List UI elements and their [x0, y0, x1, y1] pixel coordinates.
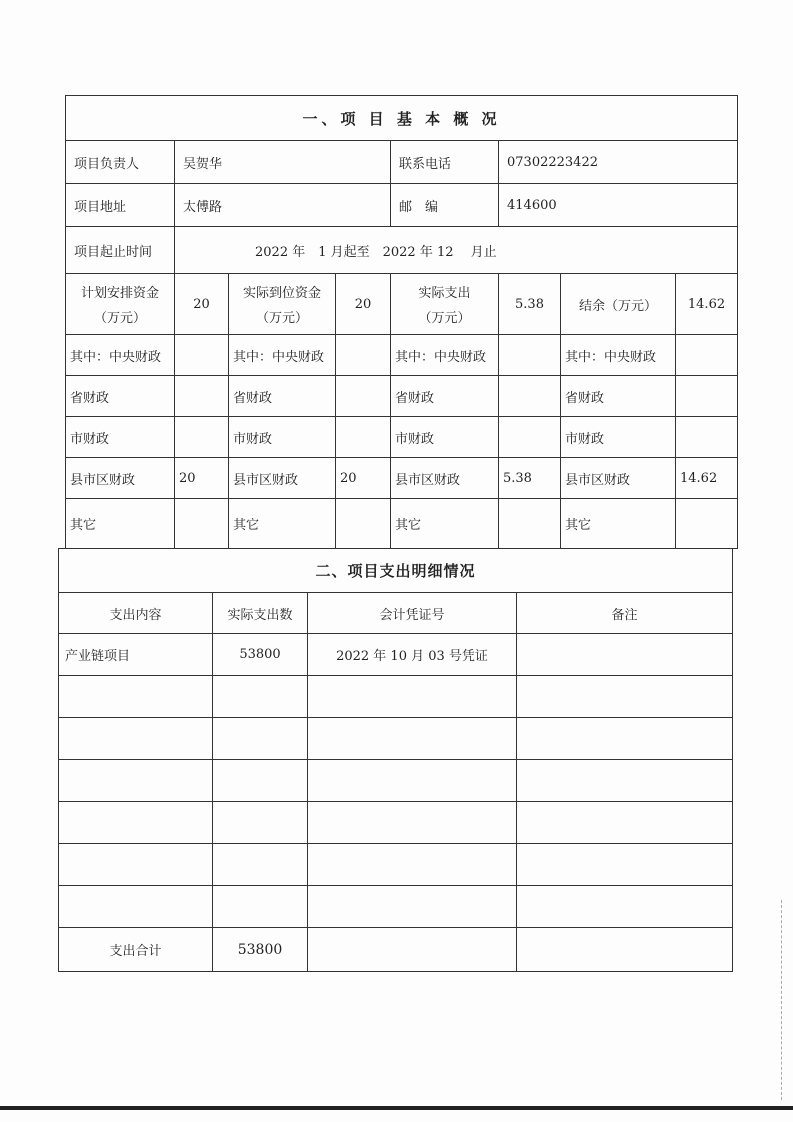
phone-label: 联系电话: [391, 141, 499, 184]
fund-source-label: 其中：中央财政: [561, 335, 676, 376]
fund-source-row: [66, 458, 738, 499]
period-value: 2022 年 1 月起至 2022 年 12 月止: [175, 227, 738, 274]
fund-label-line2: （万元）: [93, 311, 146, 326]
expense-voucher: [308, 718, 517, 760]
fund-source-value: [499, 417, 561, 458]
expense-remark: [517, 634, 733, 676]
fund-source-value: 20: [336, 458, 391, 499]
leader-value: 吴贺华: [175, 141, 391, 184]
header-voucher: 会计凭证号: [308, 593, 517, 634]
fund-source-label: 省财政: [66, 376, 175, 417]
expense-content: [59, 718, 213, 760]
fund-source-value: [336, 417, 391, 458]
expense-detail-table: [58, 548, 733, 972]
fund-source-row: [66, 499, 738, 549]
expense-voucher: [308, 844, 517, 886]
fund-source-label: 市财政: [561, 417, 676, 458]
fund-source-label: 市财政: [229, 417, 336, 458]
fund-source-value: [336, 376, 391, 417]
expense-voucher: [308, 886, 517, 928]
fund-source-label: 市财政: [391, 417, 499, 458]
fund-source-label: 其中：中央财政: [229, 335, 336, 376]
fund-label-line1: 计划安排资金: [80, 286, 159, 301]
address-value: 太傅路: [175, 184, 391, 227]
postcode-value: 414600: [499, 184, 738, 227]
expense-row: [59, 886, 733, 928]
fund-header-label: [561, 274, 676, 335]
expense-content: [59, 886, 213, 928]
fund-source-value: [676, 417, 738, 458]
expense-voucher: [308, 802, 517, 844]
expense-amount: [213, 676, 308, 718]
expense-remark: [517, 718, 733, 760]
project-overview-table: [65, 95, 738, 549]
scan-edge-line: [0, 1106, 793, 1110]
fund-source-value: [175, 335, 229, 376]
fund-source-label: 省财政: [391, 376, 499, 417]
phone-value: 07302223422: [499, 141, 738, 184]
fund-source-label: 其它: [391, 499, 499, 549]
fund-label-line1: 结余（万元）: [578, 298, 657, 314]
expense-content: [59, 802, 213, 844]
fund-source-value: [175, 499, 229, 549]
expense-amount: [213, 718, 308, 760]
fund-source-label: 其它: [229, 499, 336, 549]
expense-row: [59, 760, 733, 802]
fund-header-value: 20: [175, 274, 229, 335]
fund-source-value: [676, 376, 738, 417]
section2-title: 二、项目支出明细情况: [59, 549, 733, 593]
expense-voucher: 2022 年 10 月 03 号凭证: [308, 634, 517, 676]
fund-source-label: 其中：中央财政: [66, 335, 175, 376]
empty-cell: [308, 928, 517, 972]
expense-row: [59, 718, 733, 760]
expense-content: [59, 844, 213, 886]
total-value: 53800: [213, 928, 308, 972]
expense-content: [59, 760, 213, 802]
fund-source-label: 县市区财政: [66, 458, 175, 499]
header-remark: 备注: [517, 593, 733, 634]
fund-header-label: [66, 274, 175, 335]
expense-amount: [213, 886, 308, 928]
expense-row: [59, 634, 733, 676]
fund-source-value: [336, 499, 391, 549]
header-amount: 实际支出数: [213, 593, 308, 634]
fund-source-value: [676, 499, 738, 549]
fund-header-value: 5.38: [499, 274, 561, 335]
expense-row: [59, 844, 733, 886]
expense-row: [59, 676, 733, 718]
fund-source-label: 县市区财政: [391, 458, 499, 499]
fund-source-value: [499, 335, 561, 376]
fund-source-value: [499, 376, 561, 417]
expense-content: 产业链项目: [59, 634, 213, 676]
section1-title: 一、项 目 基 本 概 况: [66, 96, 738, 141]
fund-label-line2: （万元）: [255, 311, 308, 326]
fund-source-value: [676, 335, 738, 376]
fund-source-value: [499, 499, 561, 549]
period-label: 项目起止时间: [66, 227, 175, 274]
expense-remark: [517, 844, 733, 886]
address-label: 项目地址: [66, 184, 175, 227]
header-content: 支出内容: [59, 593, 213, 634]
expense-row: [59, 802, 733, 844]
expense-remark: [517, 760, 733, 802]
fund-source-label: 市财政: [66, 417, 175, 458]
fund-source-value: 14.62: [676, 458, 738, 499]
fund-source-label: 县市区财政: [561, 458, 676, 499]
fund-source-label: 省财政: [229, 376, 336, 417]
expense-remark: [517, 676, 733, 718]
fund-label-line2: （万元）: [418, 311, 471, 326]
leader-label: 项目负责人: [66, 141, 175, 184]
fund-source-value: [175, 376, 229, 417]
postcode-label: 邮 编: [391, 184, 499, 227]
expense-remark: [517, 886, 733, 928]
scan-edge-mark: [781, 900, 783, 1100]
fund-source-label: 省财政: [561, 376, 676, 417]
expense-amount: [213, 802, 308, 844]
empty-cell: [517, 928, 733, 972]
expense-content: [59, 676, 213, 718]
fund-source-row: [66, 376, 738, 417]
fund-source-row: [66, 335, 738, 376]
expense-voucher: [308, 676, 517, 718]
expense-amount: [213, 760, 308, 802]
fund-source-value: 20: [175, 458, 229, 499]
fund-source-label: 其它: [66, 499, 175, 549]
fund-source-value: [336, 335, 391, 376]
total-label: 支出合计: [59, 928, 213, 972]
expense-remark: [517, 802, 733, 844]
expense-amount: 53800: [213, 634, 308, 676]
fund-label-line1: 实际到位资金: [242, 286, 321, 301]
fund-source-value: 5.38: [499, 458, 561, 499]
expense-amount: [213, 844, 308, 886]
expense-voucher: [308, 760, 517, 802]
fund-header-value: 20: [336, 274, 391, 335]
fund-source-label: 其中：中央财政: [391, 335, 499, 376]
fund-source-label: 其它: [561, 499, 676, 549]
fund-source-row: [66, 417, 738, 458]
fund-header-label: [229, 274, 336, 335]
fund-source-value: [175, 417, 229, 458]
fund-header-value: 14.62: [676, 274, 738, 335]
fund-header-label: [391, 274, 499, 335]
fund-label-line1: 实际支出: [418, 286, 471, 301]
fund-source-label: 县市区财政: [229, 458, 336, 499]
